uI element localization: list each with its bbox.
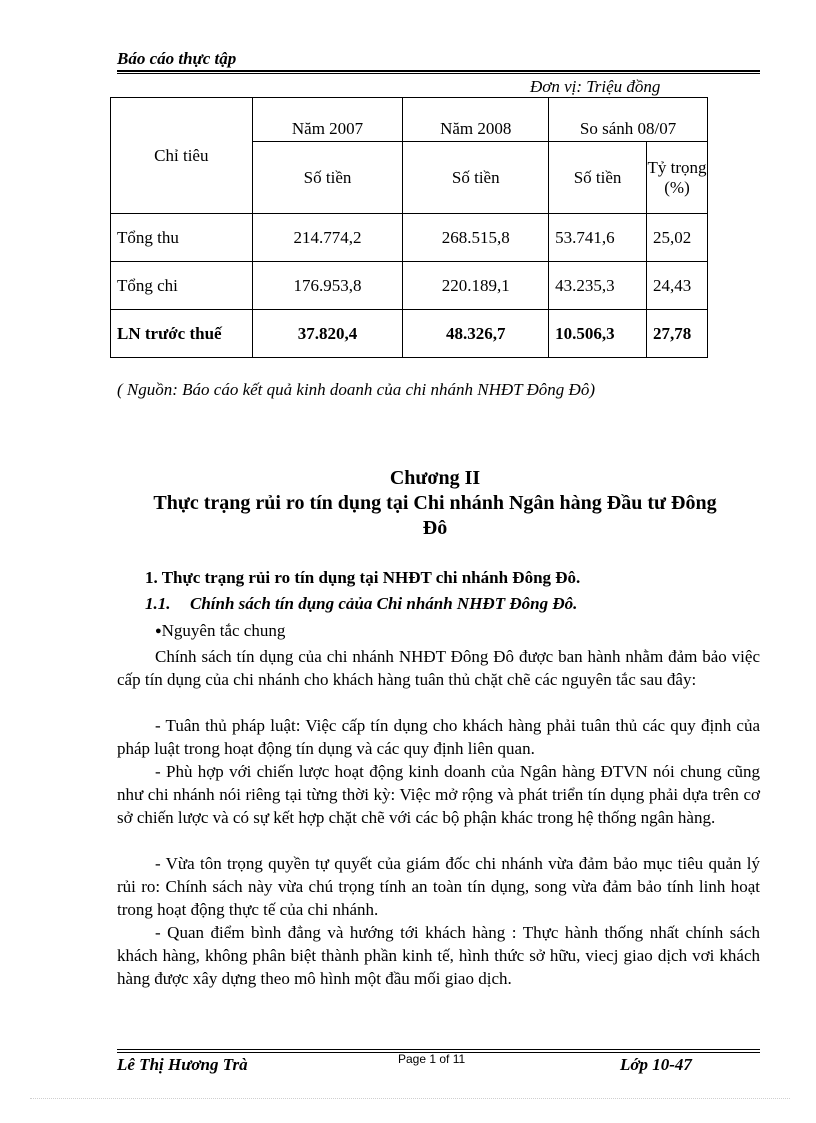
table-row: [111, 262, 708, 310]
cell-2008: 48.326,7: [403, 310, 549, 358]
footer-page-number: Page 1 of 11: [398, 1052, 466, 1066]
paragraph: - Quan điểm bình đẳng và hướng tới khách hàng : Thực hành thống nhất chính sách khách hàng, không phân biệt thành phần kinh tế, hình thức sở hữu, viecj giao dịch vơi khách hàng được xây dựng theo mô hình một đầu mối giao dịch.: [117, 923, 760, 988]
cell-diff: 43.235,3: [549, 262, 647, 310]
cell-pct: 27,78: [647, 310, 708, 358]
subsection-number: 1.1.: [145, 594, 171, 613]
subsection-title: Chính sách tín dụng cảủa Chi nhánh NHĐT Đông Đô.: [190, 594, 578, 613]
table-subheader-ratio: Tỷ trọng (%): [647, 142, 708, 214]
table-header-2008: Năm 2008: [403, 98, 549, 142]
table-header-compare: So sánh 08/07: [549, 98, 708, 142]
table-row: [111, 214, 708, 262]
cell-pct: 25,02: [647, 214, 708, 262]
chapter-title: Thực trạng rủi ro tín dụng tại Chi nhánh Ngân hàng Đầu tư Đông: [153, 492, 717, 514]
cell-2007: 37.820,4: [252, 310, 403, 358]
source-note: ( Nguồn: Báo cáo kết quả kinh doanh của chi nhánh NHĐT Đông Đô): [117, 380, 595, 399]
footer-divider: [117, 1049, 760, 1050]
chapter-title-cont: Đô: [422, 517, 448, 539]
table-subheader-amount: Số tiền: [252, 142, 403, 214]
row-label: Tổng thu: [111, 214, 253, 262]
table-row: [111, 310, 708, 358]
paragraph: - Vừa tôn trọng quyền tự quyết của giám đốc chi nhánh vừa đảm bảo mục tiêu quản lý rủi ro: Chính sách này vừa chú trọng tính an toàn tín dụng, song vừa đảm bảo tính linh hoạt trong hoạt động thực tế của chi nhánh.: [117, 854, 760, 919]
cell-2007: 214.774,2: [252, 214, 403, 262]
table-header-2007: Năm 2007: [252, 98, 403, 142]
header-divider: [117, 70, 760, 72]
paragraph: Chính sách tín dụng của chi nhánh NHĐT Đông Đô được ban hành nhằm đảm bảo việc cấp tín dụng của chi nhánh cho khách hàng tuân thủ chặt chẽ các nguyên tắc sau đây:: [117, 647, 760, 689]
cell-2008: 220.189,1: [403, 262, 549, 310]
cell-diff: 10.506,3: [549, 310, 647, 358]
table-subheader-amount: Số tiền: [403, 142, 549, 214]
cell-diff: 53.741,6: [549, 214, 647, 262]
financial-table: [110, 97, 708, 358]
page-edge-dots: [30, 1098, 790, 1099]
header-divider-thin: [117, 73, 760, 74]
cell-2008: 268.515,8: [403, 214, 549, 262]
bullet-item: [155, 621, 285, 641]
table-subheader-amount: Số tiền: [549, 142, 647, 214]
section-heading: 1. Thực trạng rủi ro tín dụng tại NHĐT chi nhánh Đông Đô.: [145, 568, 581, 587]
chapter-number: Chương II: [389, 467, 481, 489]
subsection-heading: [145, 594, 577, 614]
footer-author: Lê Thị Hương Trà: [117, 1055, 248, 1074]
footer-class: Lớp 10-47: [620, 1055, 692, 1074]
header-title: Báo cáo thực tập: [117, 49, 237, 68]
row-label: LN trước thuế: [111, 310, 253, 358]
cell-pct: 24,43: [647, 262, 708, 310]
paragraph: - Phù hợp với chiến lược hoạt động kinh doanh của Ngân hàng ĐTVN nói chung cũng như chi nhánh nói riêng tại từng thời kỳ: Việc mở rộng và phát triển tín dụng phải dựa trên cơ sở chiến lược và có sự kết hợp chặt chẽ với các bộ phận khác trong hệ thống ngân hàng.: [117, 762, 760, 827]
paragraph: - Tuân thủ pháp luật: Việc cấp tín dụng cho khách hàng phải tuân thủ các quy định của pháp luật trong hoạt động tín dụng và các quy định liên quan.: [117, 716, 760, 758]
table-header-indicator: Chỉ tiêu: [111, 98, 253, 214]
cell-2007: 176.953,8: [252, 262, 403, 310]
bullet-text: Nguyên tắc chung: [161, 621, 286, 640]
bullet-icon: ●: [155, 625, 162, 637]
row-label: Tổng chi: [111, 262, 253, 310]
unit-label: Đơn vị: Triệu đồng: [530, 77, 661, 96]
